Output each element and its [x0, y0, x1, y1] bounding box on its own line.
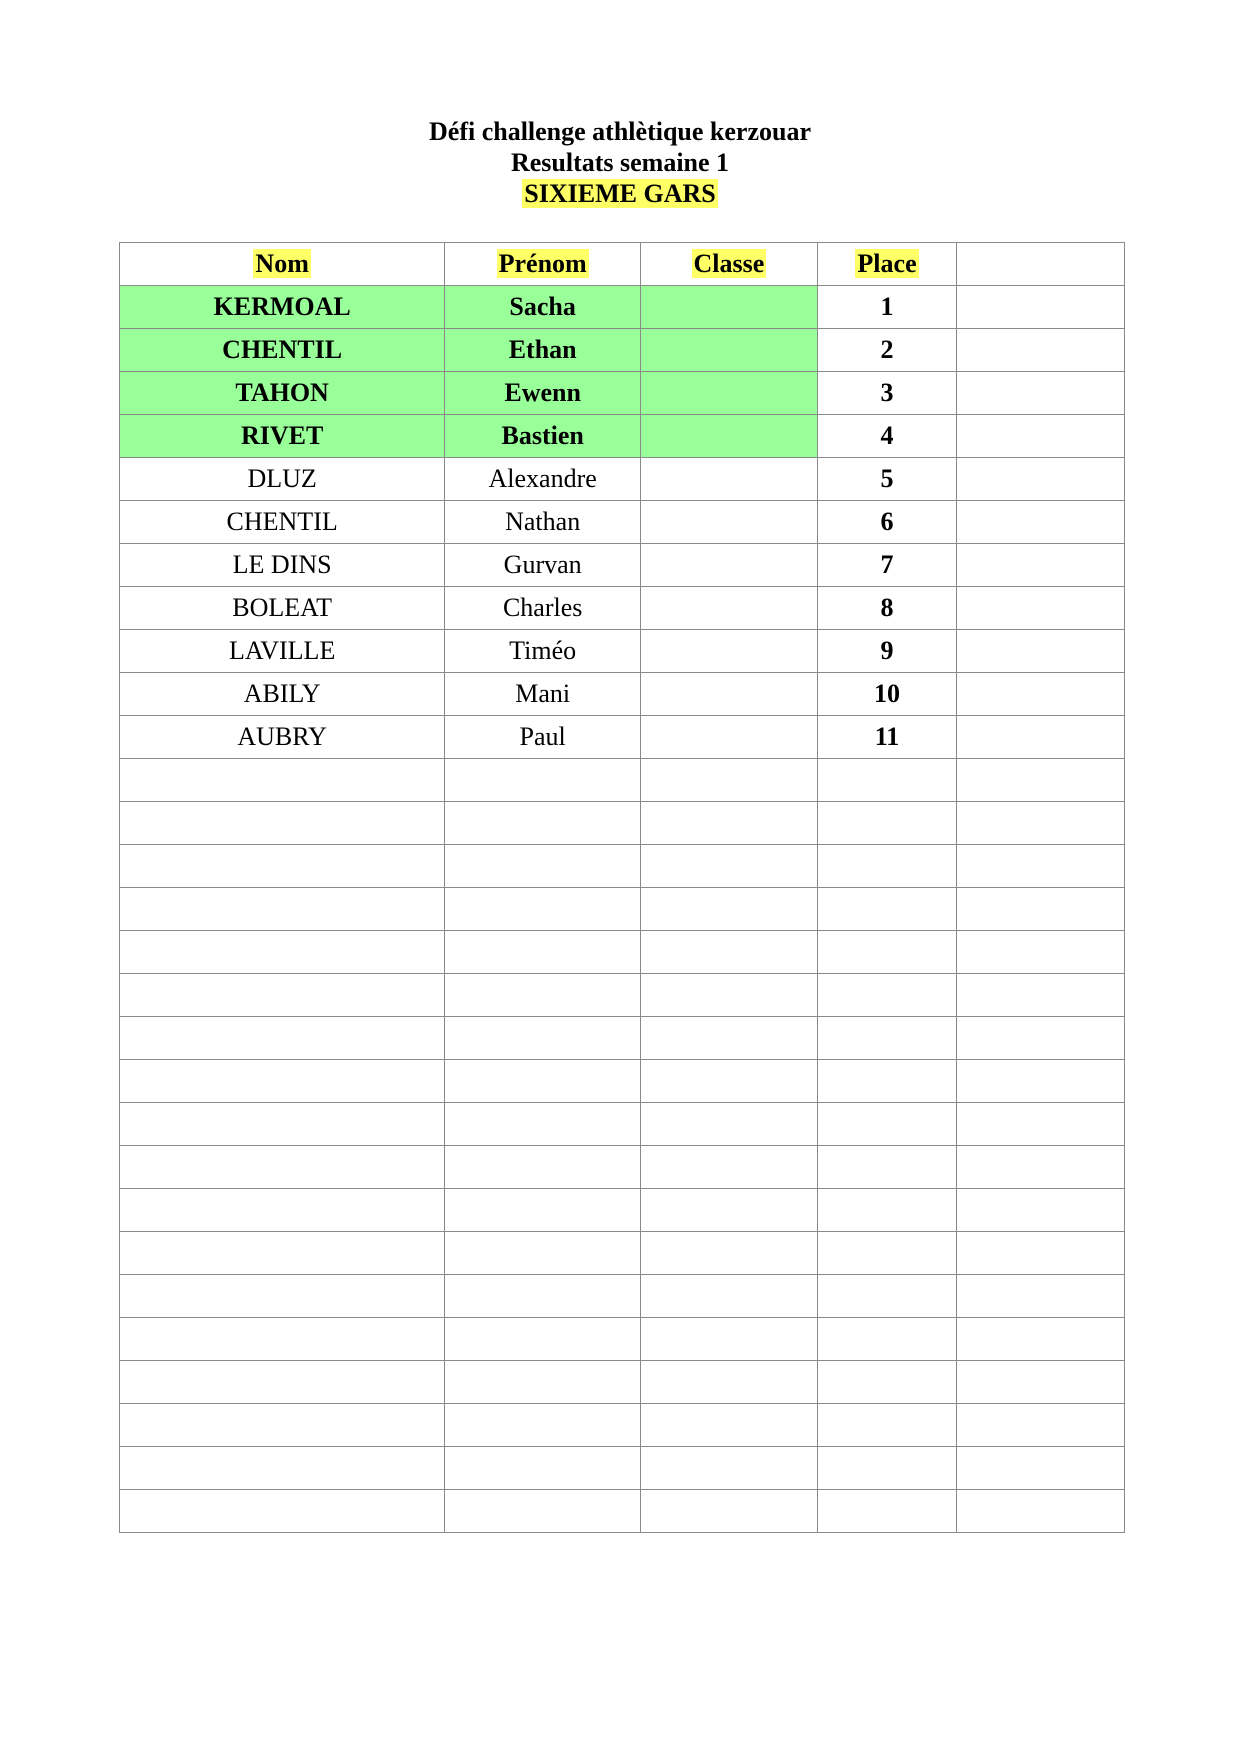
empty-cell: [957, 1318, 1125, 1361]
prenom-cell: Nathan: [445, 501, 641, 544]
place-cell: 4: [817, 415, 957, 458]
classe-cell: [641, 415, 818, 458]
nom-cell: CHENTIL: [120, 501, 445, 544]
table-row: [120, 501, 1125, 544]
empty-cell: [120, 759, 445, 802]
prenom-cell: Gurvan: [445, 544, 641, 587]
empty-cell: [641, 1404, 818, 1447]
empty-cell: [120, 1146, 445, 1189]
empty-cell: [817, 1275, 957, 1318]
empty-cell: [445, 1146, 641, 1189]
empty-row: [120, 1404, 1125, 1447]
empty-cell: [445, 1275, 641, 1318]
empty-cell: [957, 974, 1125, 1017]
empty-cell: [641, 759, 818, 802]
category-label: SIXIEME GARS: [524, 179, 716, 208]
nom-cell: ABILY: [120, 673, 445, 716]
empty-cell: [120, 802, 445, 845]
empty-cell: [445, 974, 641, 1017]
empty-cell: [120, 1275, 445, 1318]
prenom-cell: Charles: [445, 587, 641, 630]
empty-cell: [817, 1404, 957, 1447]
empty-cell: [445, 1189, 641, 1232]
empty-cell: [641, 1318, 818, 1361]
empty-cell: [957, 888, 1125, 931]
empty-cell: [641, 1275, 818, 1318]
classe-cell: [641, 286, 818, 329]
empty-cell: [641, 1361, 818, 1404]
empty-row: [120, 759, 1125, 802]
empty-row: [120, 931, 1125, 974]
empty-cell: [957, 1017, 1125, 1060]
empty-cell: [445, 1060, 641, 1103]
extra-cell: [957, 587, 1125, 630]
nom-cell: CHENTIL: [120, 329, 445, 372]
empty-cell: [957, 845, 1125, 888]
empty-cell: [817, 1189, 957, 1232]
empty-cell: [817, 1361, 957, 1404]
empty-cell: [817, 1146, 957, 1189]
prenom-cell: Sacha: [445, 286, 641, 329]
document-subtitle: Resultats semaine 1: [510, 148, 730, 177]
extra-cell: [957, 673, 1125, 716]
empty-cell: [957, 1275, 1125, 1318]
extra-cell: [957, 716, 1125, 759]
empty-cell: [817, 1017, 957, 1060]
empty-row: [120, 1318, 1125, 1361]
nom-cell: BOLEAT: [120, 587, 445, 630]
column-header-nom: Nom: [120, 243, 445, 286]
place-cell: 11: [817, 716, 957, 759]
table-row: [120, 630, 1125, 673]
empty-cell: [641, 931, 818, 974]
empty-cell: [817, 931, 957, 974]
empty-cell: [817, 1103, 957, 1146]
empty-cell: [445, 1361, 641, 1404]
empty-cell: [120, 1447, 445, 1490]
empty-cell: [817, 1447, 957, 1490]
empty-cell: [957, 759, 1125, 802]
empty-cell: [641, 1189, 818, 1232]
table-row: [120, 544, 1125, 587]
empty-cell: [641, 1447, 818, 1490]
empty-cell: [120, 1103, 445, 1146]
empty-cell: [641, 802, 818, 845]
document-title: Défi challenge athlètique kerzouar: [429, 117, 811, 146]
results-table: [119, 242, 1125, 1533]
empty-cell: [120, 1490, 445, 1533]
empty-row: [120, 888, 1125, 931]
empty-cell: [957, 1404, 1125, 1447]
empty-row: [120, 1017, 1125, 1060]
classe-cell: [641, 458, 818, 501]
extra-cell: [957, 372, 1125, 415]
extra-cell: [957, 286, 1125, 329]
empty-cell: [120, 1060, 445, 1103]
place-cell: 9: [817, 630, 957, 673]
empty-cell: [641, 845, 818, 888]
empty-cell: [957, 802, 1125, 845]
classe-cell: [641, 372, 818, 415]
empty-cell: [445, 1103, 641, 1146]
prenom-cell: Bastien: [445, 415, 641, 458]
empty-cell: [817, 1318, 957, 1361]
nom-cell: DLUZ: [120, 458, 445, 501]
empty-cell: [445, 1490, 641, 1533]
empty-cell: [817, 888, 957, 931]
empty-cell: [817, 1490, 957, 1533]
empty-cell: [445, 1017, 641, 1060]
empty-cell: [641, 1103, 818, 1146]
empty-cell: [445, 888, 641, 931]
empty-cell: [120, 1318, 445, 1361]
empty-cell: [120, 888, 445, 931]
nom-cell: LAVILLE: [120, 630, 445, 673]
classe-cell: [641, 673, 818, 716]
category-line: [0, 178, 1240, 209]
extra-cell: [957, 630, 1125, 673]
empty-row: [120, 1275, 1125, 1318]
classe-cell: [641, 587, 818, 630]
place-cell: 10: [817, 673, 957, 716]
extra-cell: [957, 329, 1125, 372]
empty-row: [120, 1232, 1125, 1275]
empty-cell: [445, 759, 641, 802]
table-row: [120, 329, 1125, 372]
prenom-cell: Alexandre: [445, 458, 641, 501]
document-header: [0, 116, 1240, 209]
empty-row: [120, 1146, 1125, 1189]
table-row: [120, 673, 1125, 716]
results-body: [120, 286, 1125, 1533]
column-header-place: Place: [817, 243, 957, 286]
classe-cell: [641, 716, 818, 759]
empty-row: [120, 974, 1125, 1017]
place-cell: 2: [817, 329, 957, 372]
empty-row: [120, 1189, 1125, 1232]
column-header-classe: Classe: [641, 243, 818, 286]
empty-cell: [641, 1146, 818, 1189]
empty-cell: [957, 1146, 1125, 1189]
empty-cell: [957, 1447, 1125, 1490]
extra-cell: [957, 458, 1125, 501]
empty-cell: [445, 1447, 641, 1490]
prenom-cell: Paul: [445, 716, 641, 759]
empty-row: [120, 1490, 1125, 1533]
empty-cell: [120, 931, 445, 974]
empty-cell: [817, 1060, 957, 1103]
empty-row: [120, 1361, 1125, 1404]
empty-cell: [641, 1017, 818, 1060]
place-cell: 6: [817, 501, 957, 544]
empty-cell: [445, 1232, 641, 1275]
place-cell: 8: [817, 587, 957, 630]
empty-row: [120, 1060, 1125, 1103]
empty-cell: [641, 1490, 818, 1533]
empty-cell: [957, 931, 1125, 974]
nom-cell: KERMOAL: [120, 286, 445, 329]
empty-cell: [641, 1060, 818, 1103]
empty-row: [120, 802, 1125, 845]
extra-cell: [957, 415, 1125, 458]
table-row: [120, 458, 1125, 501]
empty-cell: [120, 1017, 445, 1060]
empty-cell: [817, 845, 957, 888]
prenom-cell: Ewenn: [445, 372, 641, 415]
empty-cell: [957, 1490, 1125, 1533]
empty-cell: [957, 1361, 1125, 1404]
extra-cell: [957, 544, 1125, 587]
empty-cell: [120, 1232, 445, 1275]
table-row: [120, 415, 1125, 458]
empty-cell: [957, 1189, 1125, 1232]
table-row: [120, 372, 1125, 415]
classe-cell: [641, 630, 818, 673]
empty-cell: [817, 802, 957, 845]
empty-cell: [445, 1404, 641, 1447]
empty-cell: [641, 974, 818, 1017]
empty-cell: [120, 1189, 445, 1232]
place-cell: 3: [817, 372, 957, 415]
table-header-row: [120, 243, 1125, 286]
empty-cell: [817, 759, 957, 802]
place-cell: 7: [817, 544, 957, 587]
prenom-cell: Ethan: [445, 329, 641, 372]
empty-row: [120, 1103, 1125, 1146]
empty-cell: [957, 1103, 1125, 1146]
empty-cell: [817, 1232, 957, 1275]
nom-cell: AUBRY: [120, 716, 445, 759]
empty-cell: [641, 1232, 818, 1275]
empty-cell: [641, 888, 818, 931]
empty-cell: [957, 1060, 1125, 1103]
column-header-empty: [957, 243, 1125, 286]
empty-cell: [445, 802, 641, 845]
empty-cell: [445, 931, 641, 974]
empty-cell: [120, 1404, 445, 1447]
empty-cell: [120, 974, 445, 1017]
empty-cell: [817, 974, 957, 1017]
empty-cell: [957, 1232, 1125, 1275]
place-cell: 1: [817, 286, 957, 329]
classe-cell: [641, 501, 818, 544]
table-row: [120, 286, 1125, 329]
empty-cell: [120, 1361, 445, 1404]
nom-cell: TAHON: [120, 372, 445, 415]
empty-cell: [120, 845, 445, 888]
prenom-cell: Mani: [445, 673, 641, 716]
empty-row: [120, 1447, 1125, 1490]
extra-cell: [957, 501, 1125, 544]
classe-cell: [641, 544, 818, 587]
empty-row: [120, 845, 1125, 888]
classe-cell: [641, 329, 818, 372]
nom-cell: RIVET: [120, 415, 445, 458]
place-cell: 5: [817, 458, 957, 501]
nom-cell: LE DINS: [120, 544, 445, 587]
table-row: [120, 587, 1125, 630]
empty-cell: [445, 1318, 641, 1361]
prenom-cell: Timéo: [445, 630, 641, 673]
empty-cell: [445, 845, 641, 888]
table-row: [120, 716, 1125, 759]
column-header-prenom: Prénom: [445, 243, 641, 286]
